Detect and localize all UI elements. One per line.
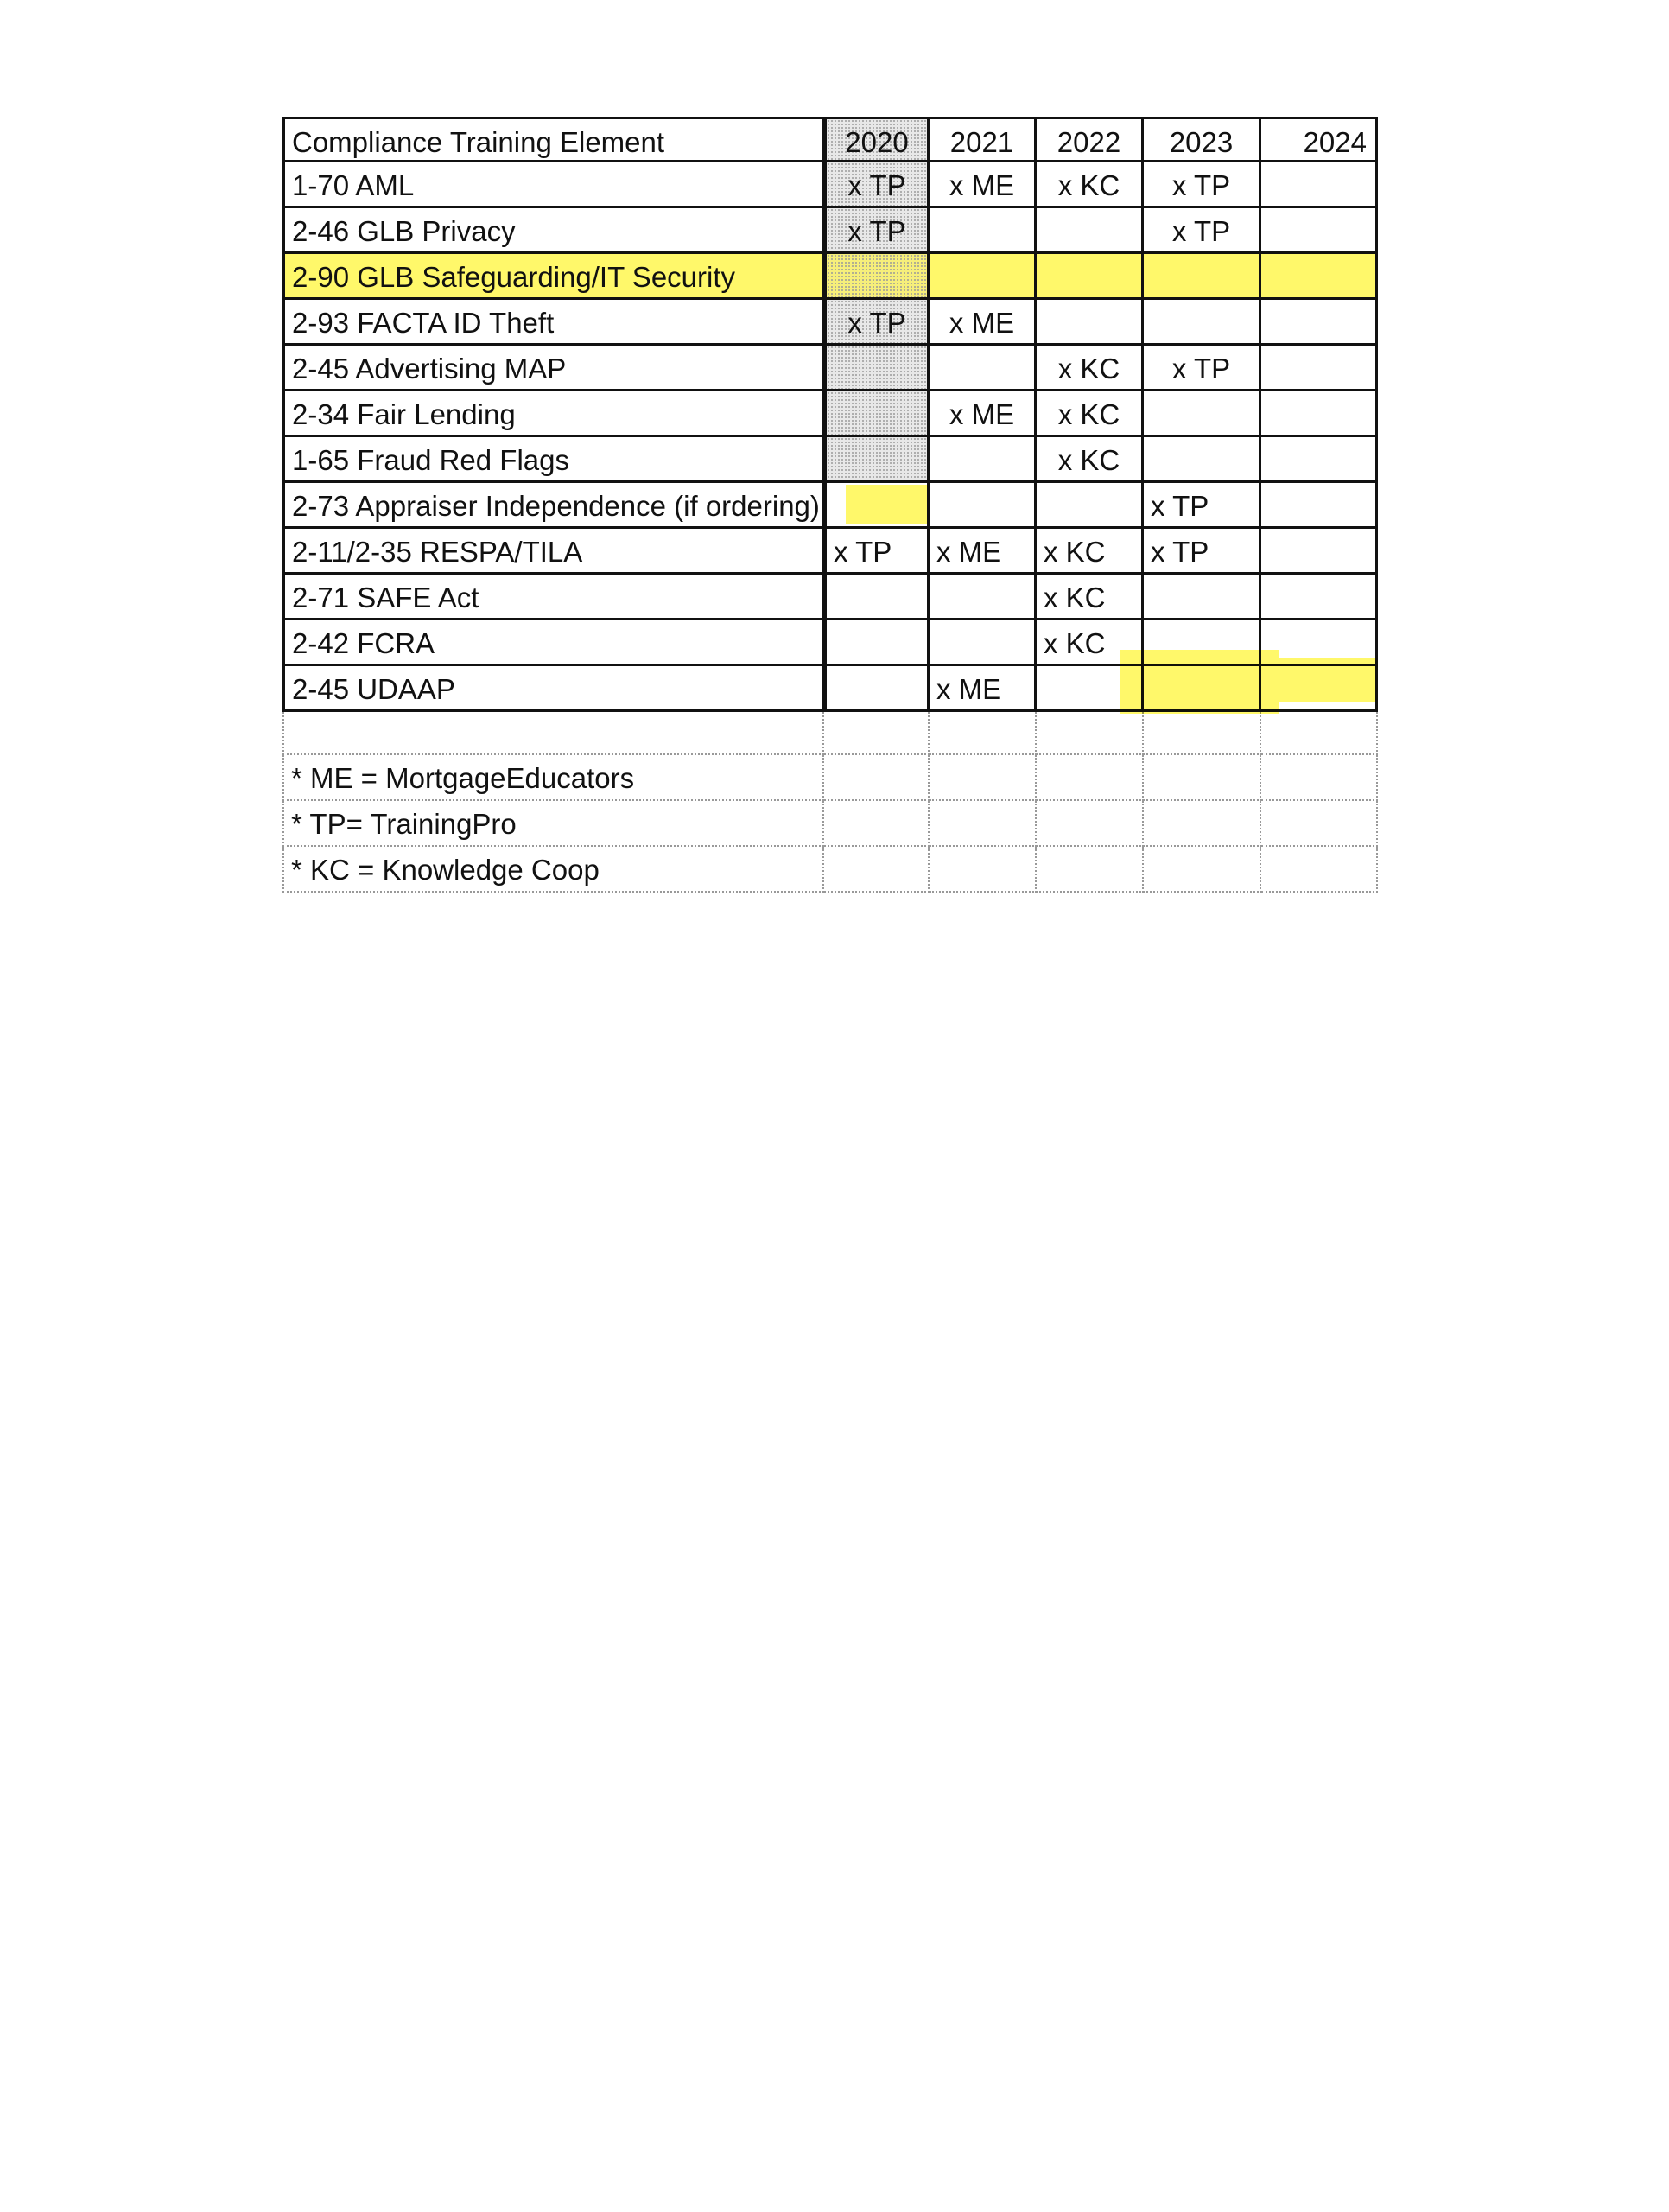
cell-2024 xyxy=(1261,483,1378,529)
cell-2020 xyxy=(824,620,930,666)
cell-2024 xyxy=(1261,529,1378,575)
empty-cell xyxy=(1144,847,1261,893)
cell-2024 xyxy=(1261,162,1378,208)
cell-2024 xyxy=(1261,437,1378,483)
cell-2021: x ME xyxy=(930,529,1037,575)
cell-2020 xyxy=(824,391,930,437)
header-2021: 2021 xyxy=(930,117,1037,162)
empty-cell xyxy=(824,712,930,755)
cell-2021: x ME xyxy=(930,300,1037,346)
cell-2022: x KC xyxy=(1037,529,1144,575)
cell-2020 xyxy=(824,575,930,620)
cell-2023: x TP xyxy=(1144,208,1261,254)
row-element: 2-34 Fair Lending xyxy=(282,391,824,437)
header-2023: 2023 xyxy=(1144,117,1261,162)
legend-tp: * TP= TrainingPro xyxy=(282,801,824,847)
cell-2020: x TP xyxy=(824,529,930,575)
empty-cell xyxy=(930,847,1037,893)
empty-cell xyxy=(282,712,824,755)
legend-me: * ME = MortgageEducators xyxy=(282,755,824,801)
yellow-highlight xyxy=(846,485,927,524)
cell-2024 xyxy=(1261,208,1378,254)
cell-2021 xyxy=(930,620,1037,666)
header-2022: 2022 xyxy=(1037,117,1144,162)
empty-cell xyxy=(824,847,930,893)
cell-2024 xyxy=(1261,300,1378,346)
row-element: 2-93 FACTA ID Theft xyxy=(282,300,824,346)
cell-2021 xyxy=(930,208,1037,254)
cell-2020 xyxy=(824,483,930,529)
row-element: 2-45 Advertising MAP xyxy=(282,346,824,391)
cell-2021 xyxy=(930,483,1037,529)
empty-cell xyxy=(824,755,930,801)
cell-2021 xyxy=(930,437,1037,483)
cell-2022: x KC xyxy=(1037,391,1144,437)
row-element: 1-70 AML xyxy=(282,162,824,208)
row-element: 1-65 Fraud Red Flags xyxy=(282,437,824,483)
cell-2024 xyxy=(1261,346,1378,391)
yellow-highlight-2024 xyxy=(1279,658,1376,702)
cell-2021 xyxy=(930,346,1037,391)
empty-cell xyxy=(930,712,1037,755)
cell-2021 xyxy=(930,254,1037,300)
header-2024: 2024 xyxy=(1261,117,1378,162)
cell-2021: x ME xyxy=(930,391,1037,437)
cell-2020: x TP xyxy=(824,162,930,208)
cell-2023: x TP xyxy=(1144,529,1261,575)
cell-2022: x KC xyxy=(1037,437,1144,483)
empty-cell xyxy=(1144,755,1261,801)
cell-2023 xyxy=(1144,437,1261,483)
yellow-highlight-2023 xyxy=(1120,650,1279,714)
empty-cell xyxy=(930,801,1037,847)
cell-2022 xyxy=(1037,300,1144,346)
cell-2021: x ME xyxy=(930,666,1037,712)
empty-cell xyxy=(1261,755,1378,801)
cell-2020: x TP xyxy=(824,208,930,254)
empty-cell xyxy=(1144,712,1261,755)
cell-2023: x TP xyxy=(1144,483,1261,529)
cell-2020 xyxy=(824,346,930,391)
empty-cell xyxy=(824,801,930,847)
cell-2023 xyxy=(1144,300,1261,346)
empty-cell xyxy=(1037,801,1144,847)
cell-2022: x KC xyxy=(1037,575,1144,620)
empty-cell xyxy=(1037,712,1144,755)
training-table xyxy=(282,117,1378,893)
cell-2022: x KC xyxy=(1037,346,1144,391)
cell-2023 xyxy=(1144,391,1261,437)
cell-2024 xyxy=(1261,575,1378,620)
row-element: 2-45 UDAAP xyxy=(282,666,824,712)
cell-2020 xyxy=(824,666,930,712)
empty-cell xyxy=(1261,801,1378,847)
cell-2023: x TP xyxy=(1144,346,1261,391)
cell-2023: x TP xyxy=(1144,162,1261,208)
cell-2022 xyxy=(1037,208,1144,254)
header-2020: 2020 xyxy=(824,117,930,162)
legend-kc: * KC = Knowledge Coop xyxy=(282,847,824,893)
empty-cell xyxy=(1261,847,1378,893)
empty-cell xyxy=(930,755,1037,801)
cell-2022 xyxy=(1037,483,1144,529)
cell-2022: x KC xyxy=(1037,162,1144,208)
row-element: 2-73 Appraiser Independence (if ordering) xyxy=(282,483,824,529)
row-element: 2-11/2-35 RESPA/TILA xyxy=(282,529,824,575)
cell-2020 xyxy=(824,437,930,483)
cell-2024 xyxy=(1261,391,1378,437)
empty-cell xyxy=(1037,847,1144,893)
cell-2020: x TP xyxy=(824,300,930,346)
cell-2021 xyxy=(930,575,1037,620)
cell-2024 xyxy=(1261,254,1378,300)
cell-2020 xyxy=(824,254,930,300)
cell-2023 xyxy=(1144,254,1261,300)
row-element-highlighted: 2-90 GLB Safeguarding/IT Security xyxy=(282,254,824,300)
cell-2021: x ME xyxy=(930,162,1037,208)
empty-cell xyxy=(1144,801,1261,847)
row-element: 2-46 GLB Privacy xyxy=(282,208,824,254)
row-element: 2-42 FCRA xyxy=(282,620,824,666)
empty-cell xyxy=(1037,755,1144,801)
empty-cell xyxy=(1261,712,1378,755)
cell-2022: x KC xyxy=(1037,620,1144,666)
cell-2022 xyxy=(1037,254,1144,300)
cell-2023 xyxy=(1144,575,1261,620)
header-element: Compliance Training Element xyxy=(282,117,824,162)
row-element: 2-71 SAFE Act xyxy=(282,575,824,620)
